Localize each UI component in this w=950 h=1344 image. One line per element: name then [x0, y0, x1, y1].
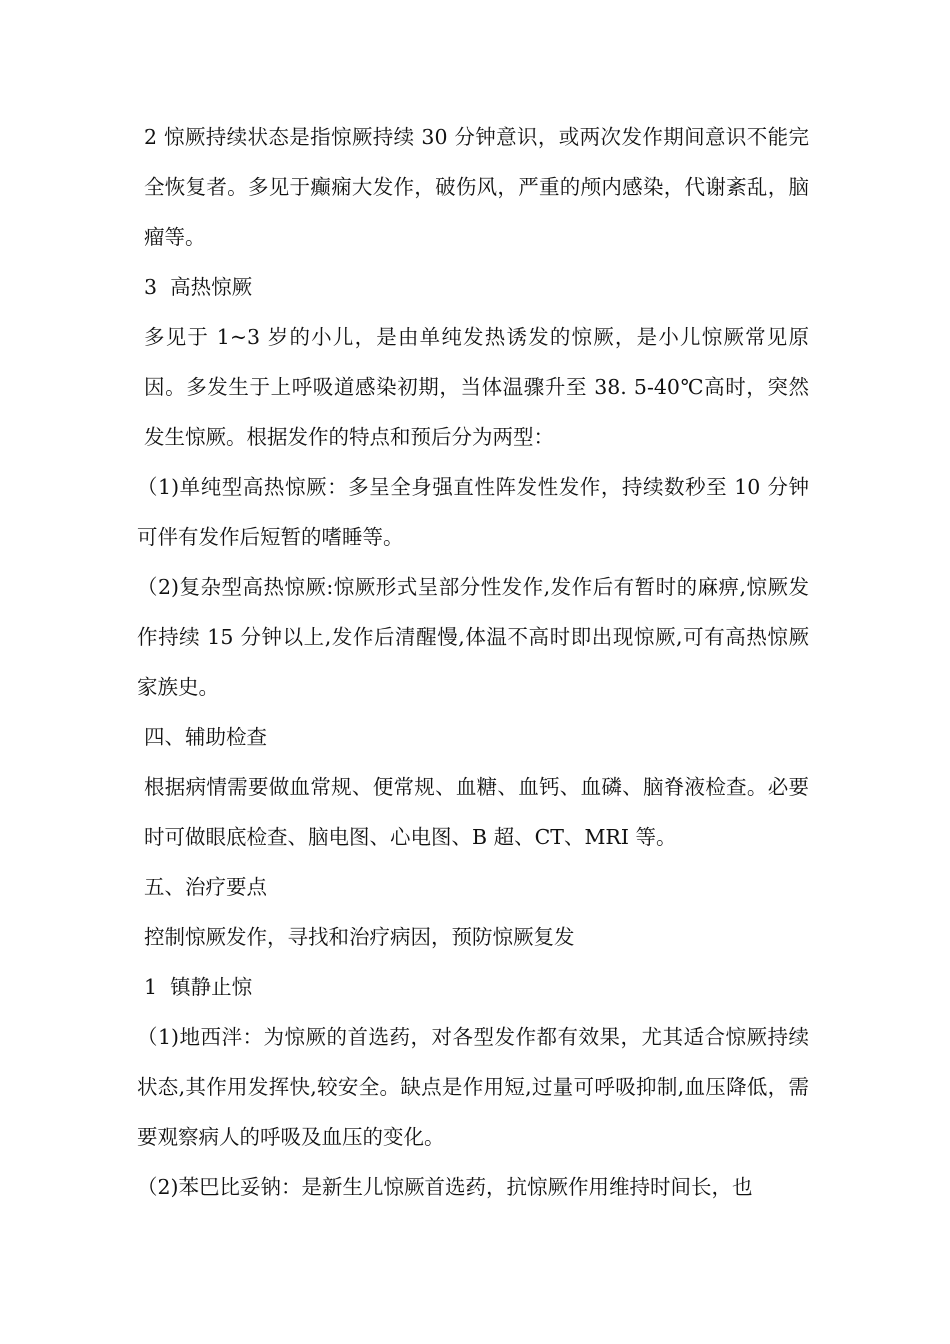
- paragraph-treatment-summary: 控制惊厥发作，寻找和治疗病因，预防惊厥复发: [144, 925, 575, 949]
- list-item-complex-febrile-seizure: （2)复杂型高热惊厥:惊厥形式呈部分性发作,发作后有暂时的麻痹,惊厥发作持续 15 分钟以上,发作后清醒慢,体温不高时即出现惊厥,可有高热惊厥家族史。: [137, 575, 809, 699]
- heading-sedation: 1 镇静止惊: [144, 975, 253, 999]
- list-item-simple-febrile-seizure: （1)单纯型高热惊厥：多呈全身强直性阵发性发作，持续数秒至 10 分钟可伴有发作后短暂的嗜睡等。: [137, 475, 809, 549]
- heading-auxiliary-exams: 四、辅助检查: [144, 725, 267, 749]
- document-page: [137, 112, 809, 1212]
- paragraph-auxiliary-exams: 根据病情需要做血常规、便常规、血糖、血钙、血磷、脑脊液检查。必要时可做眼底检查、脑电图、心电图、B 超、CT、MRI 等。: [144, 775, 809, 849]
- list-item-diazepam: （1)地西泮：为惊厥的首选药，对各型发作都有效果，尤其适合惊厥持续状态,其作用发挥快,较安全。缺点是作用短,过量可呼吸抑制,血压降低，需要观察病人的呼吸及血压的变化。: [137, 1025, 809, 1149]
- list-item-phenobarbital: （2)苯巴比妥钠：是新生儿惊厥首选药，抗惊厥作用维持时间长，也: [137, 1175, 753, 1199]
- paragraph-status-epilepticus: 2 惊厥持续状态是指惊厥持续 30 分钟意识，或两次发作期间意识不能完全恢复者。多见于癫痫大发作，破伤风，严重的颅内感染，代谢紊乱，脑瘤等。: [144, 125, 809, 249]
- heading-febrile-seizure: 3 高热惊厥: [144, 275, 253, 299]
- paragraph-febrile-seizure-intro: 多见于 1~3 岁的小儿，是由单纯发热诱发的惊厥，是小儿惊厥常见原因。多发生于上呼吸道感染初期，当体温骤升至 38. 5-40℃高时，突然发生惊厥。根据发作的特点和预后分为两型：: [144, 325, 809, 449]
- heading-treatment-points: 五、治疗要点: [144, 875, 267, 899]
